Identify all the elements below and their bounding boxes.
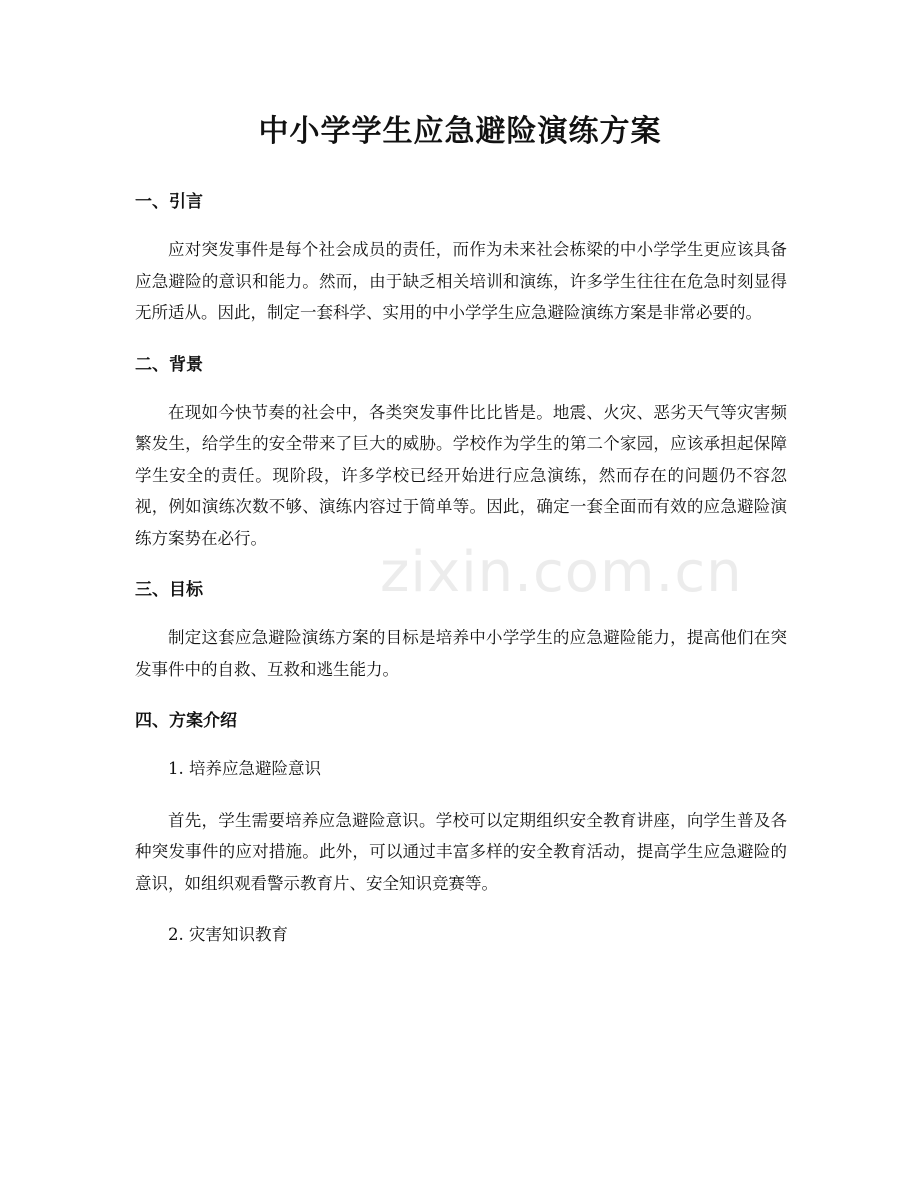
section-paragraph-goal: 制定这套应急避险演练方案的目标是培养中小学学生的应急避险能力，提高他们在突发事件中的自救、互救和逃生能力。 [135, 628, 787, 679]
document-body [135, 186, 787, 971]
section-paragraph-background: 在现如今快节奏的社会中，各类突发事件比比皆是。地震、火灾、恶劣天气等灾害频繁发生，给学生的安全带来了巨大的威胁。学校作为学生的第二个家园，应该承担起保障学生安全的责任。现阶段，许多学校已经开始进行应急演练，然而存在的问题仍不容忽视，例如演练次数不够、演练内容过于简单等。因此，确定一套全面而有效的应急避险演练方案势在必行。 [135, 402, 787, 548]
section-heading-introduction: 一、引言 [135, 192, 203, 212]
section-heading-plan: 四、方案介绍 [135, 711, 237, 731]
plan-item-paragraph: 首先，学生需要培养应急避险意识。学校可以定期组织安全教育讲座，向学生普及各种突发事件的应对措施。此外，可以通过丰富多样的安全教育活动，提高学生应急避险的意识，如组织观看警示教育片、安全知识竞赛等。 [135, 810, 787, 893]
plan-item-label: 2. 灾害知识教育 [168, 925, 288, 944]
section-heading-goal: 三、目标 [135, 580, 203, 600]
plan-item-label: 1. 培养应急避险意识 [168, 759, 321, 778]
document-title: 中小学学生应急避险演练方案 [258, 114, 662, 149]
section-paragraph-introduction: 应对突发事件是每个社会成员的责任，而作为未来社会栋梁的中小学学生更应该具备应急避险的意识和能力。然而，由于缺乏相关培训和演练，许多学生往往在危急时刻显得无所适从。因此，制定一套科学、实用的中小学学生应急避险演练方案是非常必要的。 [135, 240, 787, 322]
section-heading-background: 二、背景 [135, 354, 203, 375]
watermark: zixin.com.cn [380, 540, 743, 605]
